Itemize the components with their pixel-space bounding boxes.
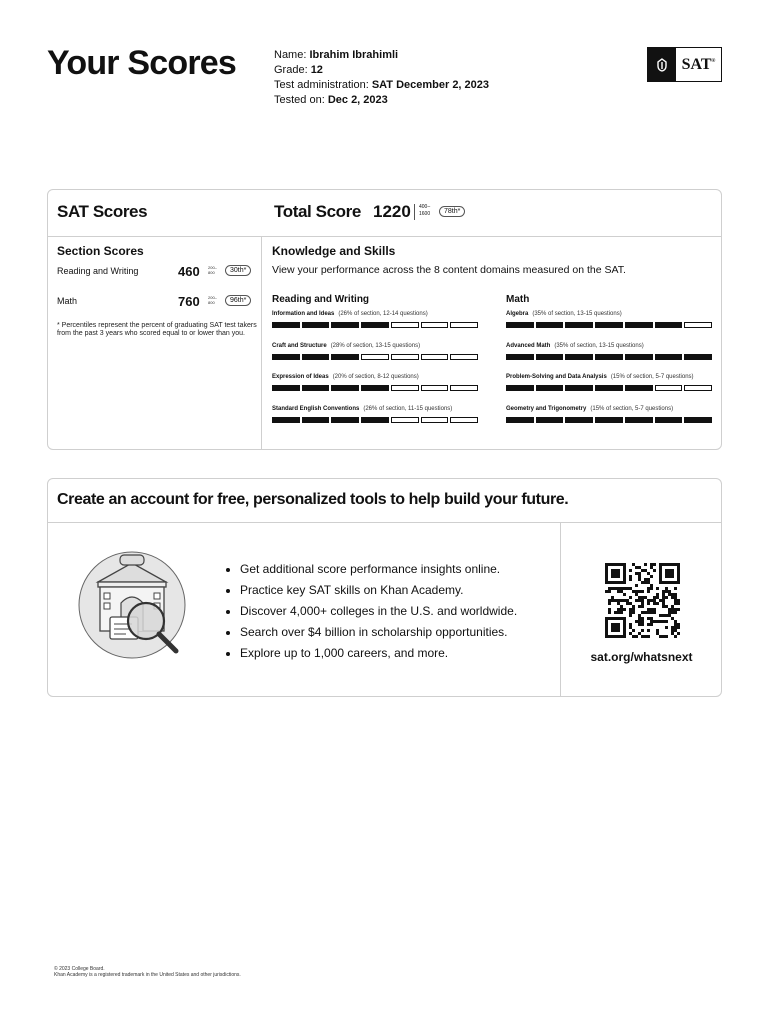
performance-segment-filled bbox=[302, 322, 330, 328]
performance-segment-empty bbox=[450, 322, 478, 328]
performance-segment-filled bbox=[565, 385, 593, 391]
domain-row bbox=[272, 374, 480, 406]
performance-segment-filled bbox=[595, 417, 623, 423]
sat-wordmark: SAT ® bbox=[681, 55, 716, 73]
section-range: 200– 800 bbox=[208, 295, 217, 305]
performance-segment-empty bbox=[391, 417, 419, 423]
performance-bar bbox=[272, 417, 478, 423]
performance-segment-filled bbox=[506, 417, 534, 423]
performance-segment-empty bbox=[655, 385, 683, 391]
section-score: 460 bbox=[178, 264, 200, 279]
performance-segment-filled bbox=[331, 417, 359, 423]
domain-label bbox=[506, 406, 714, 412]
list-item: • Practice key SAT skills on Khan Academy. bbox=[240, 580, 517, 601]
domain-row bbox=[272, 406, 480, 438]
domain-detail: (15% of section, 5-7 questions) bbox=[610, 374, 694, 380]
promo-benefits-list bbox=[222, 559, 517, 664]
domain-label bbox=[272, 311, 480, 317]
knowledge-skills-title: Knowledge and Skills bbox=[272, 244, 396, 258]
page-title: Your Scores bbox=[47, 44, 236, 82]
total-score-value: 1220 bbox=[373, 202, 411, 221]
performance-segment-filled bbox=[506, 322, 534, 328]
domain-name: Information and Ideas bbox=[272, 311, 335, 317]
domain-detail: (35% of section, 13-15 questions) bbox=[532, 311, 622, 317]
domain-name: Problem-Solving and Data Analysis bbox=[506, 374, 607, 380]
performance-segment-filled bbox=[536, 417, 564, 423]
sat-scores-title: SAT Scores bbox=[57, 202, 148, 221]
total-score-range: 400– 1600 bbox=[414, 204, 430, 220]
percentile-footnote: * Percentiles represent the percent of graduating SAT test takers from the past 3 years who scored equal to or lower than you. bbox=[57, 322, 257, 337]
performance-bar bbox=[506, 322, 712, 328]
performance-segment-filled bbox=[506, 354, 534, 360]
promo-title: Create an account for free, personalized tools to help build your future. bbox=[57, 491, 569, 508]
info-label: Name: bbox=[274, 49, 310, 61]
performance-segment-filled bbox=[361, 417, 389, 423]
info-label: Test administration: bbox=[274, 79, 372, 91]
qr-code-icon[interactable] bbox=[605, 563, 680, 638]
domain-label bbox=[506, 374, 714, 380]
performance-segment-filled bbox=[684, 354, 712, 360]
performance-bar bbox=[506, 354, 712, 360]
performance-segment-filled bbox=[655, 322, 683, 328]
performance-segment-filled bbox=[272, 354, 300, 360]
domain-detail: (15% of section, 5-7 questions) bbox=[590, 405, 674, 412]
section-scores bbox=[57, 244, 257, 338]
performance-segment-empty bbox=[450, 417, 478, 423]
performance-segment-filled bbox=[272, 385, 300, 391]
performance-segment-filled bbox=[655, 354, 683, 360]
whats-next-url[interactable]: sat.org/whatsnext bbox=[590, 650, 693, 664]
list-item: • Get additional score performance insights online. bbox=[240, 559, 517, 580]
knowledge-skills-description: View your performance across the 8 content domains measured on the SAT. bbox=[272, 264, 626, 276]
performance-bar bbox=[506, 417, 712, 423]
section-range: 200– 800 bbox=[208, 265, 217, 275]
performance-segment-filled bbox=[302, 417, 330, 423]
scores-card bbox=[47, 189, 722, 450]
section-name: Reading and Writing bbox=[57, 266, 139, 276]
domain-detail: (20% of section, 8-12 questions) bbox=[332, 374, 419, 380]
sat-logo bbox=[647, 47, 722, 82]
list-item: • Discover 4,000+ colleges in the U.S. and worldwide. bbox=[240, 601, 517, 622]
domain-detail: (35% of section, 13-15 questions) bbox=[554, 342, 644, 349]
total-percentile-badge: 78th* bbox=[439, 206, 465, 217]
domain-name: Geometry and Trigonometry bbox=[506, 405, 587, 412]
trademark-line: Khan Academy is a registered trademark in the United States and other jurisdictions. bbox=[54, 972, 241, 978]
performance-segment-filled bbox=[595, 385, 623, 391]
domain-name: Craft and Structure bbox=[272, 342, 327, 349]
performance-segment-filled bbox=[655, 417, 683, 423]
list-item: • Search over $4 billion in scholarship opportunities. bbox=[240, 622, 517, 643]
performance-segment-filled bbox=[625, 417, 653, 423]
college-search-illustration-icon bbox=[76, 547, 196, 667]
section-name: Math bbox=[57, 296, 78, 306]
info-label: Grade: bbox=[274, 64, 311, 76]
section-percentile-badge: 30th* bbox=[225, 265, 251, 276]
performance-segment-empty bbox=[421, 385, 449, 391]
domain-detail: (26% of section, 12-14 questions) bbox=[338, 311, 428, 317]
performance-segment-filled bbox=[331, 354, 359, 360]
performance-segment-filled bbox=[302, 385, 330, 391]
performance-segment-filled bbox=[625, 322, 653, 328]
student-grade: 12 bbox=[310, 64, 323, 76]
section-score-row bbox=[57, 264, 257, 294]
domain-detail: (26% of section, 11-15 questions) bbox=[363, 405, 453, 412]
student-info bbox=[274, 48, 489, 108]
domain-row bbox=[506, 374, 714, 406]
performance-segment-filled bbox=[625, 385, 653, 391]
promo-header bbox=[48, 479, 721, 523]
performance-bar bbox=[272, 385, 478, 391]
performance-segment-filled bbox=[272, 417, 300, 423]
domain-label bbox=[272, 406, 480, 412]
performance-segment-empty bbox=[361, 354, 389, 360]
domain-column-title: Reading and Writing bbox=[272, 294, 370, 305]
domain-column-title: Math bbox=[506, 294, 530, 305]
performance-segment-filled bbox=[361, 322, 389, 328]
performance-segment-empty bbox=[684, 322, 712, 328]
promo-card bbox=[47, 478, 722, 697]
domain-row bbox=[506, 343, 714, 375]
section-score-row bbox=[57, 294, 257, 324]
domain-name: Algebra bbox=[506, 311, 529, 317]
domain-detail: (28% of section, 13-15 questions) bbox=[330, 342, 421, 349]
performance-segment-empty bbox=[450, 385, 478, 391]
section-score: 760 bbox=[178, 294, 200, 309]
domain-name: Advanced Math bbox=[506, 342, 551, 349]
performance-segment-empty bbox=[450, 354, 478, 360]
performance-segment-filled bbox=[361, 385, 389, 391]
reading-writing-domains bbox=[272, 294, 480, 437]
performance-segment-filled bbox=[302, 354, 330, 360]
column-divider bbox=[261, 236, 262, 449]
promo-divider bbox=[560, 522, 561, 696]
domain-row bbox=[272, 343, 480, 375]
domain-row bbox=[506, 311, 714, 343]
performance-bar bbox=[506, 385, 712, 391]
domain-row bbox=[506, 406, 714, 438]
math-domains bbox=[506, 294, 714, 437]
copyright-line: © 2023 College Board. bbox=[54, 966, 105, 972]
performance-segment-empty bbox=[421, 354, 449, 360]
performance-segment-filled bbox=[331, 322, 359, 328]
performance-segment-empty bbox=[391, 385, 419, 391]
performance-segment-filled bbox=[684, 417, 712, 423]
performance-segment-filled bbox=[536, 354, 564, 360]
performance-segment-filled bbox=[595, 322, 623, 328]
performance-segment-filled bbox=[565, 322, 593, 328]
performance-segment-empty bbox=[391, 354, 419, 360]
info-label: Tested on: bbox=[274, 94, 328, 106]
domain-label bbox=[272, 343, 480, 349]
performance-segment-filled bbox=[565, 417, 593, 423]
domain-label bbox=[272, 374, 480, 380]
domain-row bbox=[272, 311, 480, 343]
scores-header bbox=[48, 190, 721, 237]
performance-segment-filled bbox=[536, 322, 564, 328]
domain-label bbox=[506, 343, 714, 349]
performance-segment-filled bbox=[595, 354, 623, 360]
domain-name: Expression of Ideas bbox=[272, 374, 329, 380]
knowledge-skills bbox=[272, 244, 714, 412]
performance-segment-filled bbox=[272, 322, 300, 328]
performance-segment-empty bbox=[684, 385, 712, 391]
domain-name: Standard English Conventions bbox=[272, 405, 360, 412]
section-scores-title: Section Scores bbox=[57, 244, 144, 258]
performance-segment-filled bbox=[625, 354, 653, 360]
student-name: Ibrahim Ibrahimli bbox=[309, 49, 399, 61]
list-item: • Explore up to 1,000 careers, and more. bbox=[240, 643, 517, 664]
performance-bar bbox=[272, 354, 478, 360]
performance-segment-empty bbox=[421, 322, 449, 328]
performance-segment-filled bbox=[331, 385, 359, 391]
tested-on-row bbox=[274, 93, 489, 108]
student-grade-row bbox=[274, 63, 489, 78]
legal-notice bbox=[54, 966, 241, 978]
performance-segment-filled bbox=[536, 385, 564, 391]
test-administration-row bbox=[274, 78, 489, 93]
performance-segment-empty bbox=[421, 417, 449, 423]
total-score-label: Total Score bbox=[274, 202, 361, 221]
performance-bar bbox=[272, 322, 478, 328]
domain-label bbox=[506, 311, 714, 317]
student-name-row bbox=[274, 48, 489, 63]
section-percentile-badge: 96th* bbox=[225, 295, 251, 306]
test-administration: SAT December 2, 2023 bbox=[371, 79, 490, 91]
tested-on-date: Dec 2, 2023 bbox=[327, 94, 388, 106]
college-board-acorn-icon bbox=[648, 48, 676, 81]
performance-segment-empty bbox=[391, 322, 419, 328]
performance-segment-filled bbox=[565, 354, 593, 360]
performance-segment-filled bbox=[506, 385, 534, 391]
